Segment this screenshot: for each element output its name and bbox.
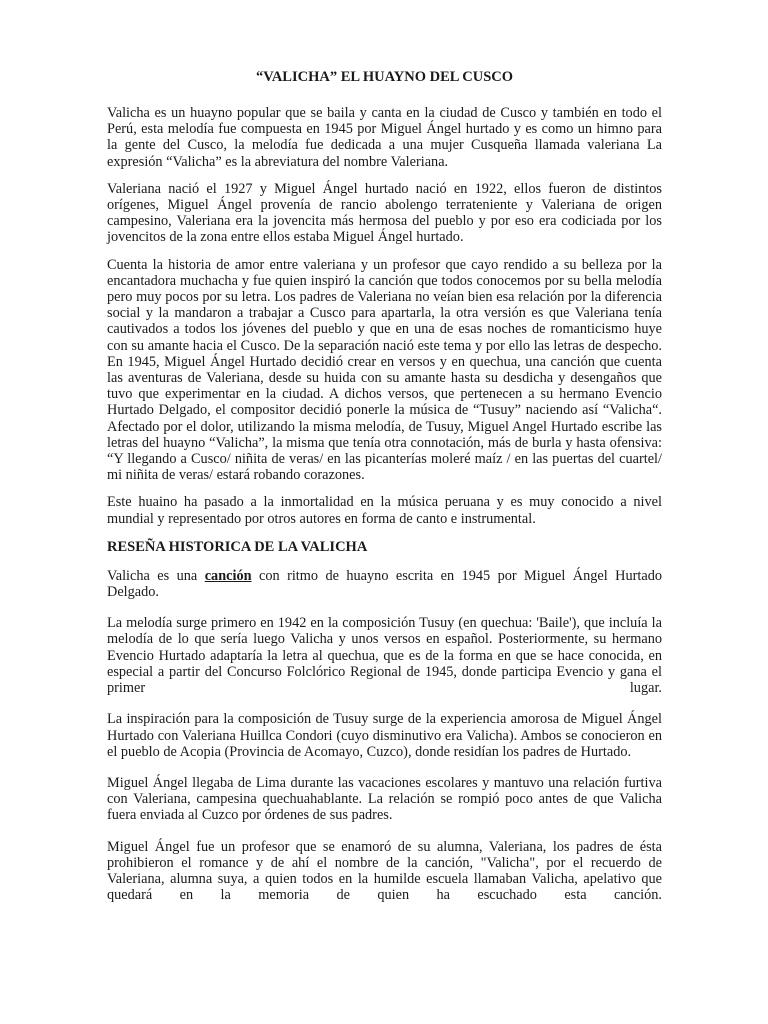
paragraph-origins: Valeriana nació el 1927 y Miguel Ángel hurtado nació en 1922, ellos fueron de distintos orígenes, Miguel Ángel provenía de rancio abolengo terrateniente y Valeriana de origen campesino, Valeriana era la jovencita más hermosa del pueblo y por eso era codiciada por los jovencitos de la zona entre ellos estaba Miguel Ángel hurtado. bbox=[107, 180, 662, 246]
resena-intro-text-before: Valicha es una bbox=[107, 567, 205, 584]
paragraph-immortality: Este huaino ha pasado a la inmortalidad en la música peruana y es muy conocido a nivel mundial y representado por otros autores en forma de canto e instrumental. bbox=[107, 494, 662, 527]
section-heading: RESEÑA HISTORICA DE LA VALICHA bbox=[107, 538, 368, 555]
paragraph-inspiration: La inspiración para la composición de Tusuy surge de la experiencia amorosa de Miguel Ángel Hurtado con Valeriana Huillca Condori (cuyo disminutivo era Valicha). Ambos se conocieron en el pueblo de Acopia (Provincia de Acomayo, Cuzco), donde residían los padres de Hurtado. bbox=[107, 711, 662, 760]
paragraph-melody-origin: La melodía surge primero en 1942 en la composición Tusuy (en quechua: 'Baile'), que incluía la melodía de lo que sería luego Valicha y unos versos en español. Posteriormente, su hermano Evencio Hurtado adaptaría la letra al quechua, que es de la forma en que se hace conocida, en especial a partir del Concurso Folclórico Regional de 1945, donde participa Evencio y gana el primer lugar. bbox=[107, 615, 662, 697]
paragraph-resena-intro bbox=[107, 568, 662, 600]
paragraph-love-story: Cuenta la historia de amor entre valeriana y un profesor que cayo rendido a su belleza por la encantadora muchacha y fue quien inspiró la canción que todos conocemos por su bella melodía pero muy pocos por su letra. Los padres de Valeriana no veían bien esa relación por la diferencia social y la mandaron a trabajar a Cusco para apartarla, la otra versión es que Valeriana tenía cautivados a todos los jóvenes del pueblo y que en una de esas noches de romanticismo huye con su amante hacia el Cusco. De la separación nació este tema y por ello las letras de despecho. En 1945, Miguel Ángel Hurtado decidió crear en versos y en quechua, una canción que cuenta las aventuras de Valeriana, desde su huida con su amante hasta su desdicha y desengaños que tuvo que experimentar en la ciudad. A dichos versos, que pertenecen a su hermano Evencio Hurtado Delgado, el compositor decidió ponerle la música de “Tusuy” naciendo así “Valicha“. Afectado por el dolor, utilizando la misma melodía, de Tusuy, Miguel Angel Hurtado escribe las letras del huayno “Valicha”, la misma que tenía otra connotación, más de burla y hasta ofensiva: “Y llegando a Cusco/ niñita de veras/ en las picanterías moleré maíz / en las puertas del cuartel/ mi niñita de veras/ estará robando corazones. bbox=[107, 256, 662, 484]
paragraph-professor: Miguel Ángel fue un profesor que se enamoró de su alumna, Valeriana, los padres de ésta prohibieron el romance y de ahí el nombre de la canción, "Valicha", por el recuerdo de Valeriana, alumna suya, a quien todos en la humilde escuela llamaban Valicha, apelativo que quedará en la memoria de quien ha escuchado esta canción. bbox=[107, 838, 662, 904]
cancion-link[interactable]: canción bbox=[204, 567, 252, 584]
document-title: “VALICHA” EL HUAYNO DEL CUSCO bbox=[255, 69, 514, 85]
resena-intro-text-after: con ritmo de huayno escrita en 1945 por Miguel Ángel Hurtado Delgado. bbox=[107, 567, 662, 601]
paragraph-intro: Valicha es un huayno popular que se baila y canta en la ciudad de Cusco y también en todo el Perú, esta melodía fue compuesta en 1945 por Miguel Ángel hurtado y es como un himno para la gente del Cusco, la melodía fue dedicada a una mujer Cusqueña llamada valeriana La expresión “Valicha” es la abreviatura del nombre Valeriana. bbox=[107, 105, 662, 170]
paragraph-furtive-relation: Miguel Ángel llegaba de Lima durante las vacaciones escolares y mantuvo una relación furtiva con Valeriana, campesina quechuahablante. La relación se rompió poco antes de que Valicha fuera enviada al Cuzco por órdenes de sus padres. bbox=[107, 774, 662, 824]
document-page bbox=[107, 68, 662, 914]
